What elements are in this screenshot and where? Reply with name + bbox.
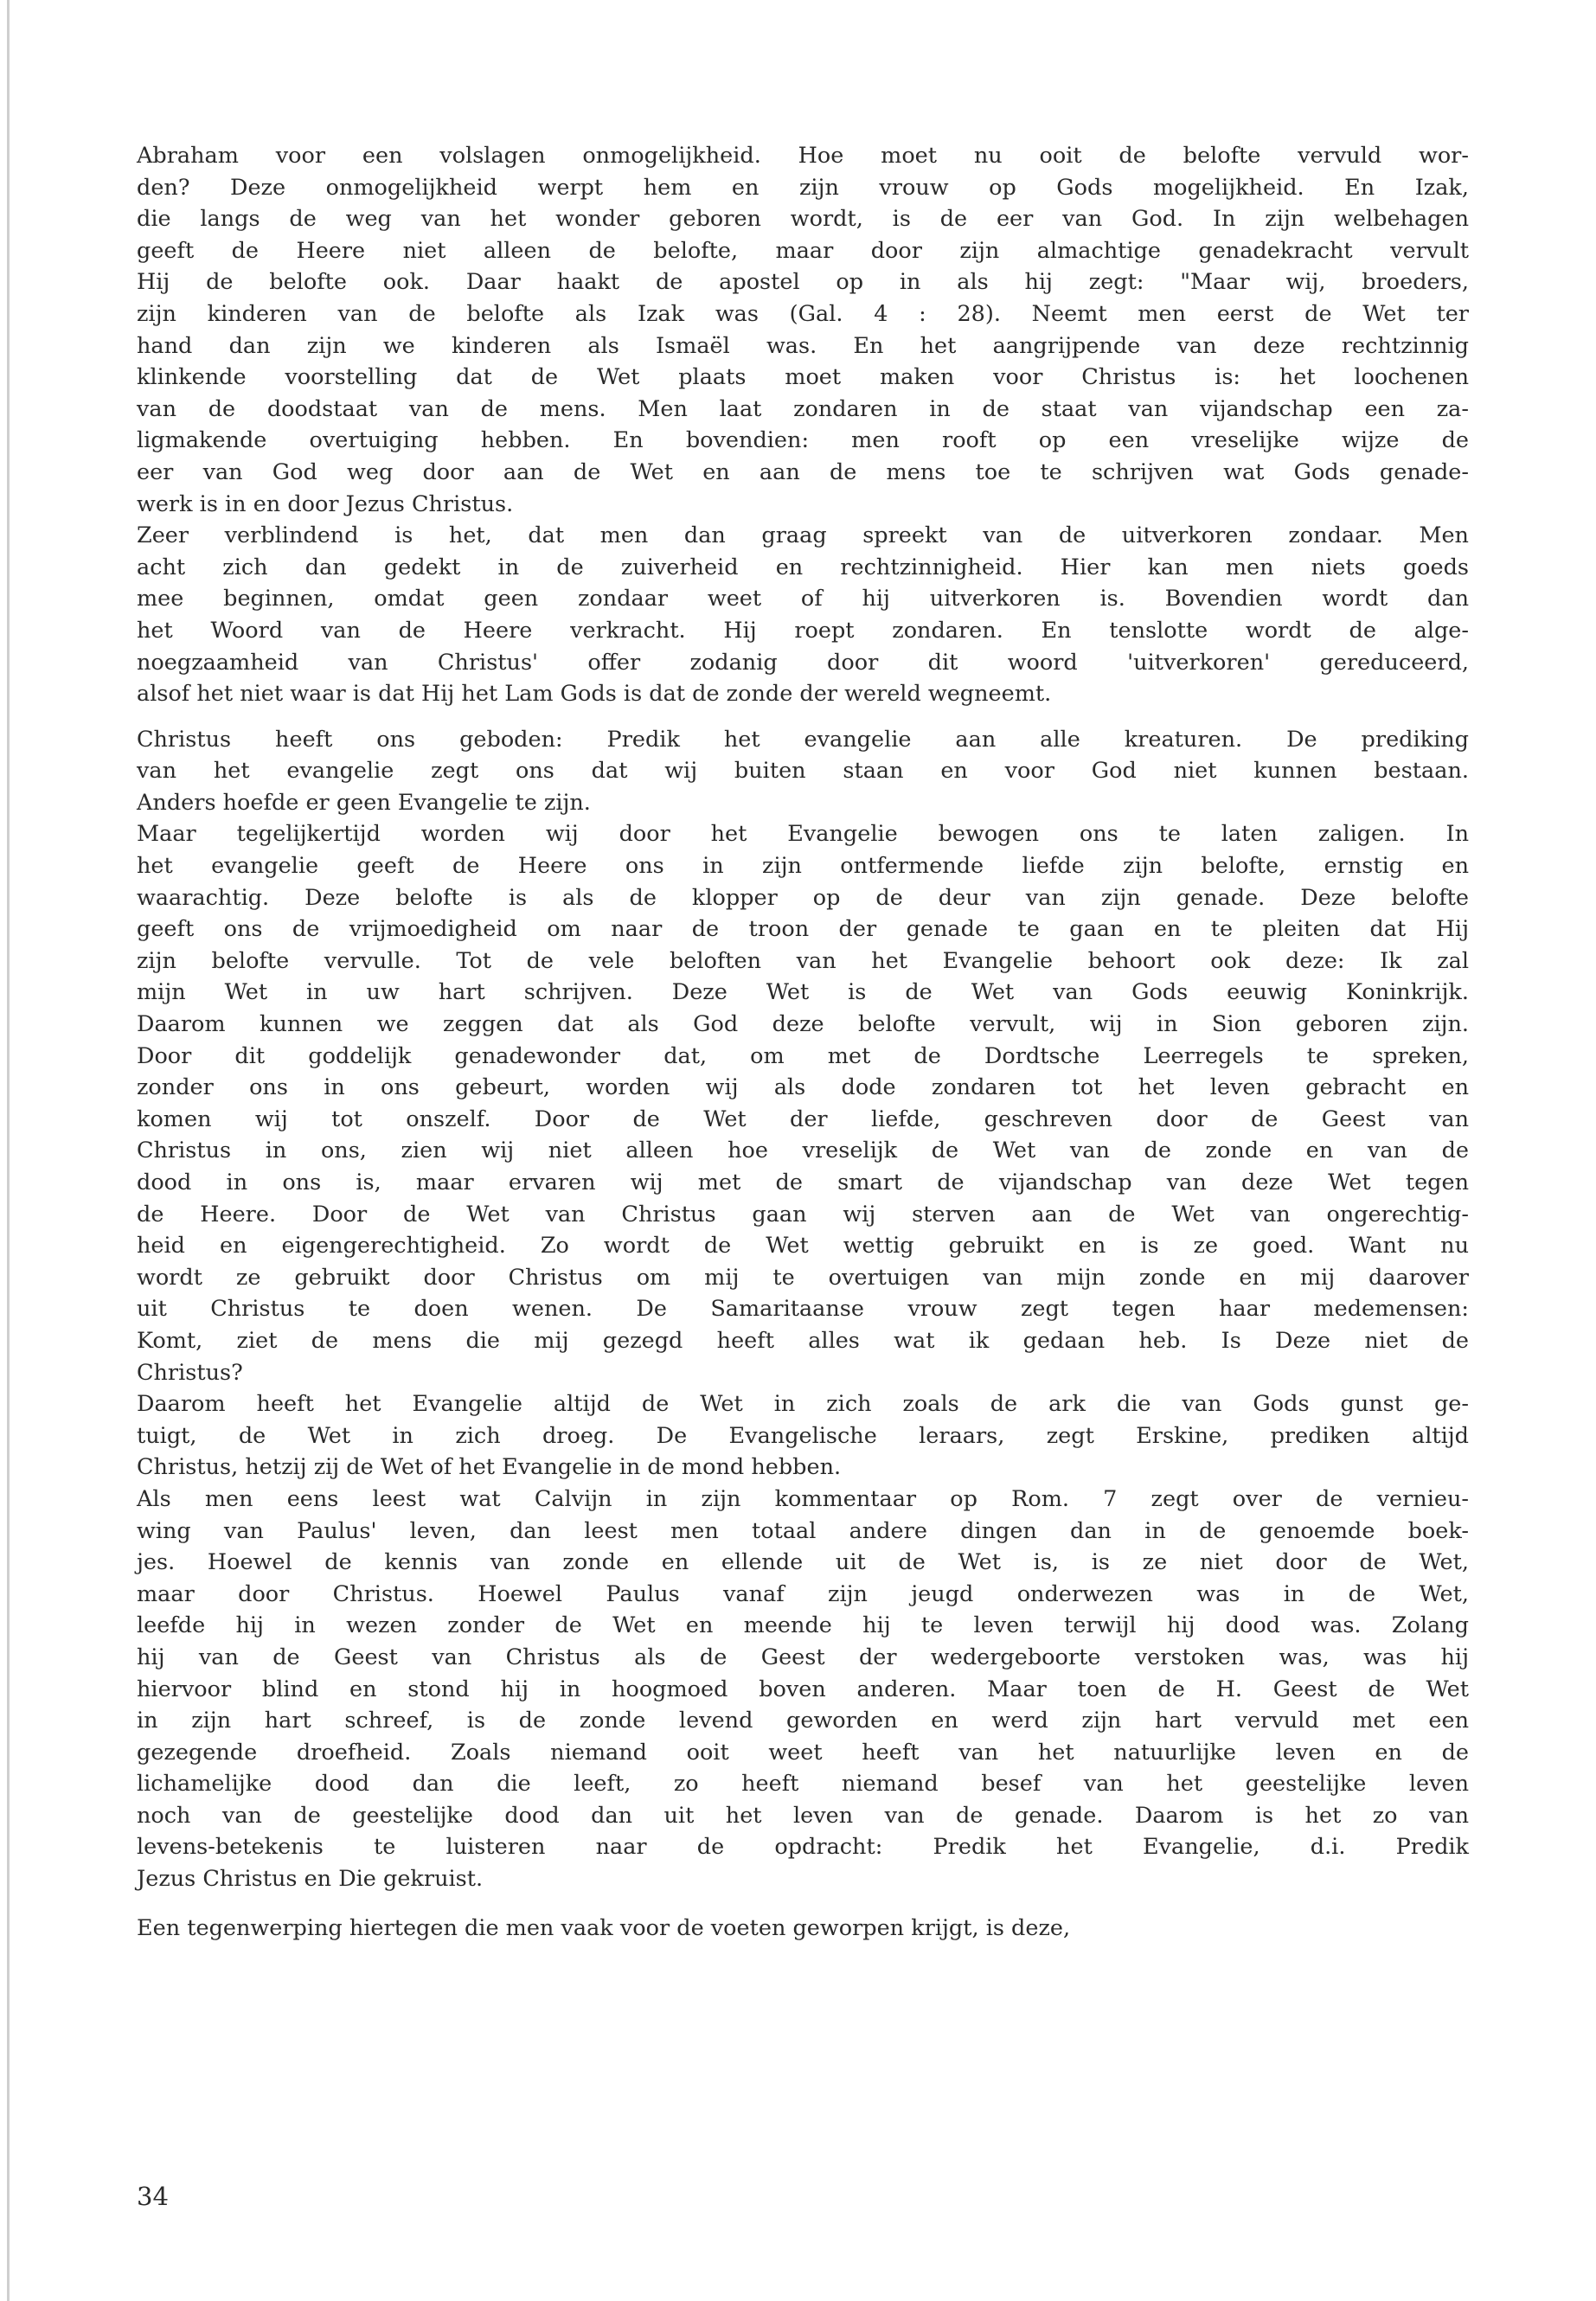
text-line: acht zich dan gedekt in de zuiverheid en rechtzinnigheid. Hier kan men niets goeds <box>137 554 1469 580</box>
text-line: zijn belofte vervulle. Tot de vele beloften van het Evangelie behoort ook deze: Ik zal <box>137 947 1469 974</box>
text-line: Christus in ons, zien wij niet alleen hoe vreselijk de Wet van de zonde en van de <box>137 1138 1469 1164</box>
text-line: hiervoor blind en stond hij in hoogmoed boven anderen. Maar toen de H. Geest de Wet <box>137 1676 1469 1702</box>
text-line: mee beginnen, omdat geen zondaar weet of hij uitverkoren is. Bovendien wordt dan <box>137 586 1469 612</box>
text-line: geeft de Heere niet alleen de belofte, maar door zijn almachtige genadekracht vervult <box>137 237 1469 264</box>
text-line: Door dit goddelijk genadewonder dat, om met de Dordtsche Leerregels te spreken, <box>137 1042 1469 1069</box>
text-line: het Woord van de Heere verkracht. Hij roept zondaren. En tenslotte wordt de alge- <box>137 617 1469 644</box>
text-line: maar door Christus. Hoewel Paulus vanaf zijn jeugd onderwezen was in de Wet, <box>137 1580 1469 1607</box>
text-line: Abraham voor een volslagen onmogelijkheid. Hoe moet nu ooit de belofte vervuld wor- <box>137 143 1469 169</box>
text-line: geeft ons de vrijmoedigheid om naar de troon der genade te gaan en te pleiten dat Hij <box>137 916 1469 943</box>
text-line: werk is in en door Jezus Christus. <box>137 490 514 517</box>
text-line: den? Deze onmogelijkheid werpt hem en zijn vrouw op Gods mogelijkheid. En Izak, <box>137 174 1469 201</box>
page-edge-shadow <box>7 0 10 2301</box>
paragraph-gap <box>137 710 1469 724</box>
paragraph-gap <box>137 1895 1469 1913</box>
text-line: dood in ons is, maar ervaren wij met de smart de vijandschap van deze Wet tegen <box>137 1170 1469 1195</box>
text-line: alsof het niet waar is dat Hij het Lam Gods is dat de zonde der wereld wegneemt. <box>137 681 1052 708</box>
text-line: Een tegenwerping hiertegen die men vaak voor de voeten geworpen krijgt, is deze, <box>137 1914 1071 1941</box>
text-line: jes. Hoewel de kennis van zonde en ellende uit de Wet is, is ze niet door de Wet, <box>137 1549 1469 1576</box>
text-line: Als men eens leest wat Calvijn in zijn kommentaar op Rom. 7 zegt over de vernieu- <box>137 1485 1469 1512</box>
text-line: Maar tegelijkertijd worden wij door het Evangelie bewogen ons te laten zaligen. In <box>137 821 1469 848</box>
text-line: ligmakende overtuiging hebben. En bovendien: men rooft op een vreselijke wijze de <box>137 427 1469 454</box>
text-line: het evangelie geeft de Heere ons in zijn ontfermende liefde zijn belofte, ernstig en <box>137 853 1469 880</box>
text-line: Jezus Christus en Die gekruist. <box>137 1866 484 1893</box>
text-line: uit Christus te doen wenen. De Samaritaanse vrouw zegt tegen haar medemensen: <box>137 1296 1469 1323</box>
text-line: Zeer verblindend is het, dat men dan graag spreekt van de uitverkoren zondaar. Men <box>137 522 1469 549</box>
text-line: noegzaamheid van Christus' offer zodanig door dit woord 'uitverkoren' gereduceerd, <box>137 649 1469 676</box>
paragraph <box>137 140 1469 520</box>
page-number: 34 <box>137 2182 169 2211</box>
text-line: komen wij tot onszelf. Door de Wet der liefde, geschreven door de Geest van <box>137 1106 1469 1132</box>
text-line: Daarom heeft het Evangelie altijd de Wet in zich zoals de ark die van Gods gunst ge- <box>137 1391 1469 1418</box>
text-line: heid en eigengerechtigheid. Zo wordt de Wet wettig gebruikt en is ze goed. Want nu <box>137 1233 1469 1259</box>
text-line: in zijn hart schreef, is de zonde levend geworden en werd zijn hart vervuld met een <box>137 1708 1469 1734</box>
text-line: eer van God weg door aan de Wet en aan de mens toe te schrijven wat Gods genade- <box>137 458 1469 485</box>
body-text <box>137 140 1469 1944</box>
text-line: Hij de belofte ook. Daar haakt de apostel op in als hij zegt: "Maar wij, broeders, <box>137 269 1469 296</box>
text-line: Daarom kunnen we zeggen dat als God deze belofte vervult, wij in Sion geboren zijn. <box>137 1011 1469 1038</box>
paragraph <box>137 520 1469 710</box>
paragraph <box>137 1484 1469 1895</box>
text-line: tuigt, de Wet in zich droeg. De Evangelische leraars, zegt Erskine, prediken altijd <box>137 1422 1469 1449</box>
text-line: levens-betekenis te luisteren naar de opdracht: Predik het Evangelie, d.i. Predik <box>137 1834 1469 1861</box>
text-line: Christus, hetzij zij de Wet of het Evangelie in de mond hebben. <box>137 1454 842 1481</box>
text-line: Christus? <box>137 1359 243 1386</box>
text-line: leefde hij in wezen zonder de Wet en meende hij te leven terwijl hij dood was. Zolang <box>137 1612 1469 1639</box>
text-line: Christus heeft ons geboden: Predik het evangelie aan alle kreaturen. De prediking <box>137 726 1469 753</box>
text-line: mijn Wet in uw hart schrijven. Deze Wet is de Wet van Gods eeuwig Koninkrijk. <box>137 979 1469 1006</box>
text-line: wordt ze gebruikt door Christus om mij te overtuigen van mijn zonde en mij daarover <box>137 1264 1469 1291</box>
text-line: klinkende voorstelling dat de Wet plaats moet maken voor Christus is: het loochenen <box>137 364 1469 391</box>
paragraph <box>137 1913 1469 1945</box>
text-line: zijn kinderen van de belofte als Izak was (Gal. 4 : 28). Neemt men eerst de Wet ter <box>137 300 1469 327</box>
text-line: gezegende droefheid. Zoals niemand ooit weet heeft van het natuurlijke leven en de <box>137 1739 1469 1766</box>
text-line: hand dan zijn we kinderen als Ismaël was. En het aangrijpende van deze rechtzinnig <box>137 332 1469 359</box>
text-line: van de doodstaat van de mens. Men laat zondaren in de staat van vijandschap een za- <box>137 395 1469 422</box>
text-line: noch van de geestelijke dood dan uit het leven van de genade. Daarom is het zo van <box>137 1802 1469 1829</box>
text-line: lichamelijke dood dan die leeft, zo heeft niemand besef van het geestelijke leven <box>137 1771 1469 1798</box>
text-line: hij van de Geest van Christus als de Geest der wedergeboorte verstoken was, was hij <box>137 1644 1469 1670</box>
text-line: Anders hoefde er geen Evangelie te zijn. <box>137 789 591 816</box>
text-line: wing van Paulus' leven, dan leest men totaal andere dingen dan in de genoemde boek- <box>137 1517 1469 1544</box>
text-line: van het evangelie zegt ons dat wij buiten staan en voor God niet kunnen bestaan. <box>137 758 1469 785</box>
text-line: Komt, ziet de mens die mij gezegd heeft alles wat ik gedaan heb. Is Deze niet de <box>137 1327 1469 1354</box>
text-line: zonder ons in ons gebeurt, worden wij als dode zondaren tot het leven gebracht en <box>137 1074 1469 1101</box>
paragraph <box>137 1388 1469 1484</box>
paragraph <box>137 724 1469 819</box>
text-line: waarachtig. Deze belofte is als de klopper op de deur van zijn genade. Deze belofte <box>137 884 1469 911</box>
text-line: die langs de weg van het wonder geboren wordt, is de eer van God. In zijn welbehagen <box>137 206 1469 233</box>
paragraph <box>137 818 1469 1388</box>
text-line: de Heere. Door de Wet van Christus gaan wij sterven aan de Wet van ongerechtig- <box>137 1201 1469 1227</box>
